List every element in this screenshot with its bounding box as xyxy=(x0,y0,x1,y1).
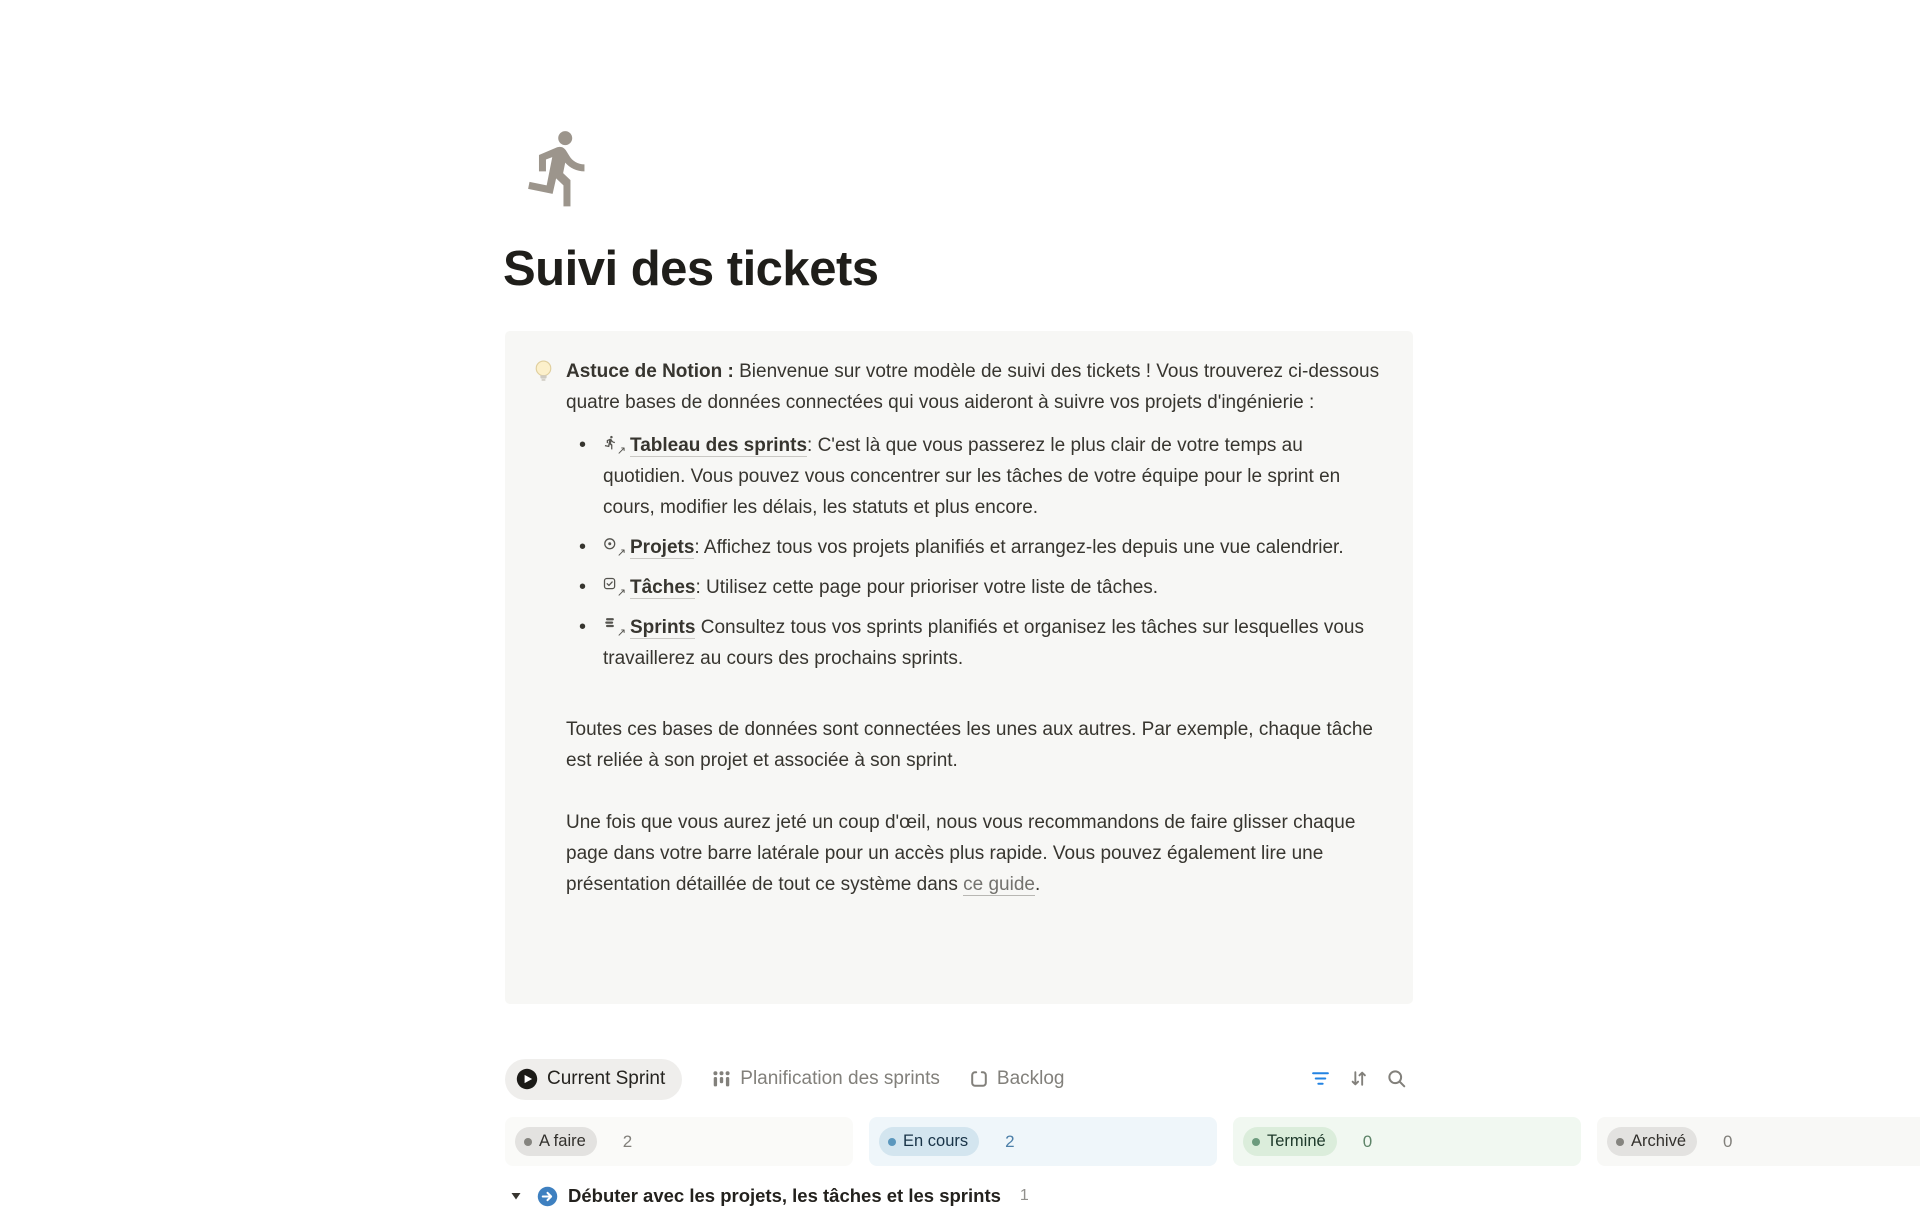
connections-paragraph: Toutes ces bases de données sont connectées les unes aux autres. Par exemple, chaque tâche est reliée à son projet et associée à son sprint. xyxy=(566,719,1373,771)
board-columns xyxy=(505,1117,1920,1167)
status-label: En cours xyxy=(903,1132,969,1150)
column-count: 0 xyxy=(1362,1131,1373,1151)
sprint-board-link-icon xyxy=(603,435,626,457)
link-arrow-icon: • ↗ xyxy=(616,627,626,639)
tab-label: Backlog xyxy=(996,1068,1065,1089)
link-arrow-icon: • ↗ xyxy=(616,445,626,457)
list-item xyxy=(566,572,1382,603)
group-count: 1 xyxy=(1019,1187,1029,1204)
filter-icon[interactable] xyxy=(1310,1068,1331,1089)
status-badge[interactable] xyxy=(515,1127,597,1156)
play-circle-icon xyxy=(516,1068,538,1090)
status-label: Terminé xyxy=(1267,1132,1326,1150)
status-label: Archivé xyxy=(1631,1132,1687,1150)
tab-label: Current Sprint xyxy=(547,1068,666,1089)
status-dot xyxy=(888,1138,896,1146)
sort-icon[interactable] xyxy=(1348,1068,1369,1089)
guide-paragraph xyxy=(566,807,1382,900)
status-dot xyxy=(1616,1138,1624,1146)
guide-link[interactable]: ce guide xyxy=(963,874,1035,895)
column-archive xyxy=(1597,1117,1920,1166)
callout-text xyxy=(566,356,1382,978)
tasks-link[interactable]: Tâches xyxy=(630,577,696,598)
blue-arrow-circle-icon xyxy=(537,1186,558,1207)
intro-text: Bienvenue sur votre modèle de suivi des tickets ! Vous trouverez ci-dessous quatre bases de données connectées qui vous aideront à suivre vos projets d'ingénierie : xyxy=(566,361,1380,413)
projects-link[interactable]: Projets xyxy=(630,537,695,558)
guide-text: Une fois que vous aurez jeté un coup d'œil, nous vous recommandons de faire glisser chaque page dans votre barre latérale pour un accès plus rapide. Vous pouvez également lire une présentation détaillée de tout ce système dans xyxy=(566,812,1356,895)
column-termine xyxy=(1233,1117,1581,1166)
sprints-link-icon xyxy=(603,617,626,639)
status-badge[interactable] xyxy=(879,1127,979,1156)
link-arrow-icon: • ↗ xyxy=(616,547,626,559)
board-group-row xyxy=(505,1179,1920,1213)
status-badge[interactable] xyxy=(1607,1127,1697,1156)
intro-paragraph xyxy=(566,356,1382,418)
tab-sprint-planning[interactable] xyxy=(711,1068,940,1090)
column-count: 2 xyxy=(1005,1131,1015,1151)
search-icon[interactable] xyxy=(1386,1068,1407,1089)
intro-bold: Astuce de Notion : xyxy=(566,361,734,382)
list-item xyxy=(566,612,1382,674)
bullet-text: : Affichez tous vos projets planifiés et arrangez-les depuis une vue calendrier. xyxy=(694,537,1344,558)
status-badge[interactable] xyxy=(1243,1127,1337,1156)
collapse-toggle-icon[interactable] xyxy=(510,1186,524,1206)
timeline-view-icon xyxy=(711,1069,732,1090)
column-en-cours xyxy=(869,1117,1217,1166)
sprints-link[interactable]: Sprints xyxy=(630,617,696,638)
tab-label: Planification des sprints xyxy=(740,1068,940,1089)
bullet-text: Consultez tous vos sprints planifiés et organisez les tâches sur lesquelles vous travaillerez au cours des prochains sprints. xyxy=(603,617,1364,669)
bullet-text: : Utilisez cette page pour prioriser votre liste de tâches. xyxy=(695,577,1159,598)
group-title[interactable]: Débuter avec les projets, les tâches et les sprints xyxy=(568,1185,1001,1206)
column-count: 0 xyxy=(1723,1131,1733,1151)
status-label: A faire xyxy=(539,1132,586,1150)
status-dot xyxy=(524,1138,532,1146)
sprint-board-link[interactable]: Tableau des sprints xyxy=(630,435,808,456)
list-item xyxy=(566,532,1382,563)
view-tabs-bar xyxy=(505,1058,1413,1100)
bullet-text: : C'est là que vous passerez le plus clair de votre temps au quotidien. Vous pouvez vous concentrer sur les tâches de votre équipe pour le sprint en cours, modifier les délais, les statuts et plus encore. xyxy=(603,435,1341,518)
tab-backlog[interactable] xyxy=(969,1068,1065,1090)
empty-line xyxy=(566,776,1382,807)
guide-period: . xyxy=(1034,874,1041,895)
database-list xyxy=(566,430,1382,674)
page-title[interactable]: Suivi des tickets xyxy=(503,242,879,296)
light-bulb-icon xyxy=(533,356,557,978)
status-dot xyxy=(1252,1138,1260,1146)
column-a-faire xyxy=(505,1117,853,1166)
tab-current-sprint[interactable] xyxy=(505,1059,682,1100)
backlog-box-icon xyxy=(969,1069,989,1089)
list-item xyxy=(566,430,1382,523)
tasks-link-icon xyxy=(603,577,626,599)
view-controls xyxy=(1310,1068,1407,1089)
column-count: 2 xyxy=(622,1131,633,1151)
projects-link-icon xyxy=(603,537,626,559)
notion-tip-callout xyxy=(505,331,1413,1004)
empty-line xyxy=(566,683,1382,714)
runner-icon[interactable] xyxy=(518,126,602,210)
link-arrow-icon: • ↗ xyxy=(616,587,626,599)
